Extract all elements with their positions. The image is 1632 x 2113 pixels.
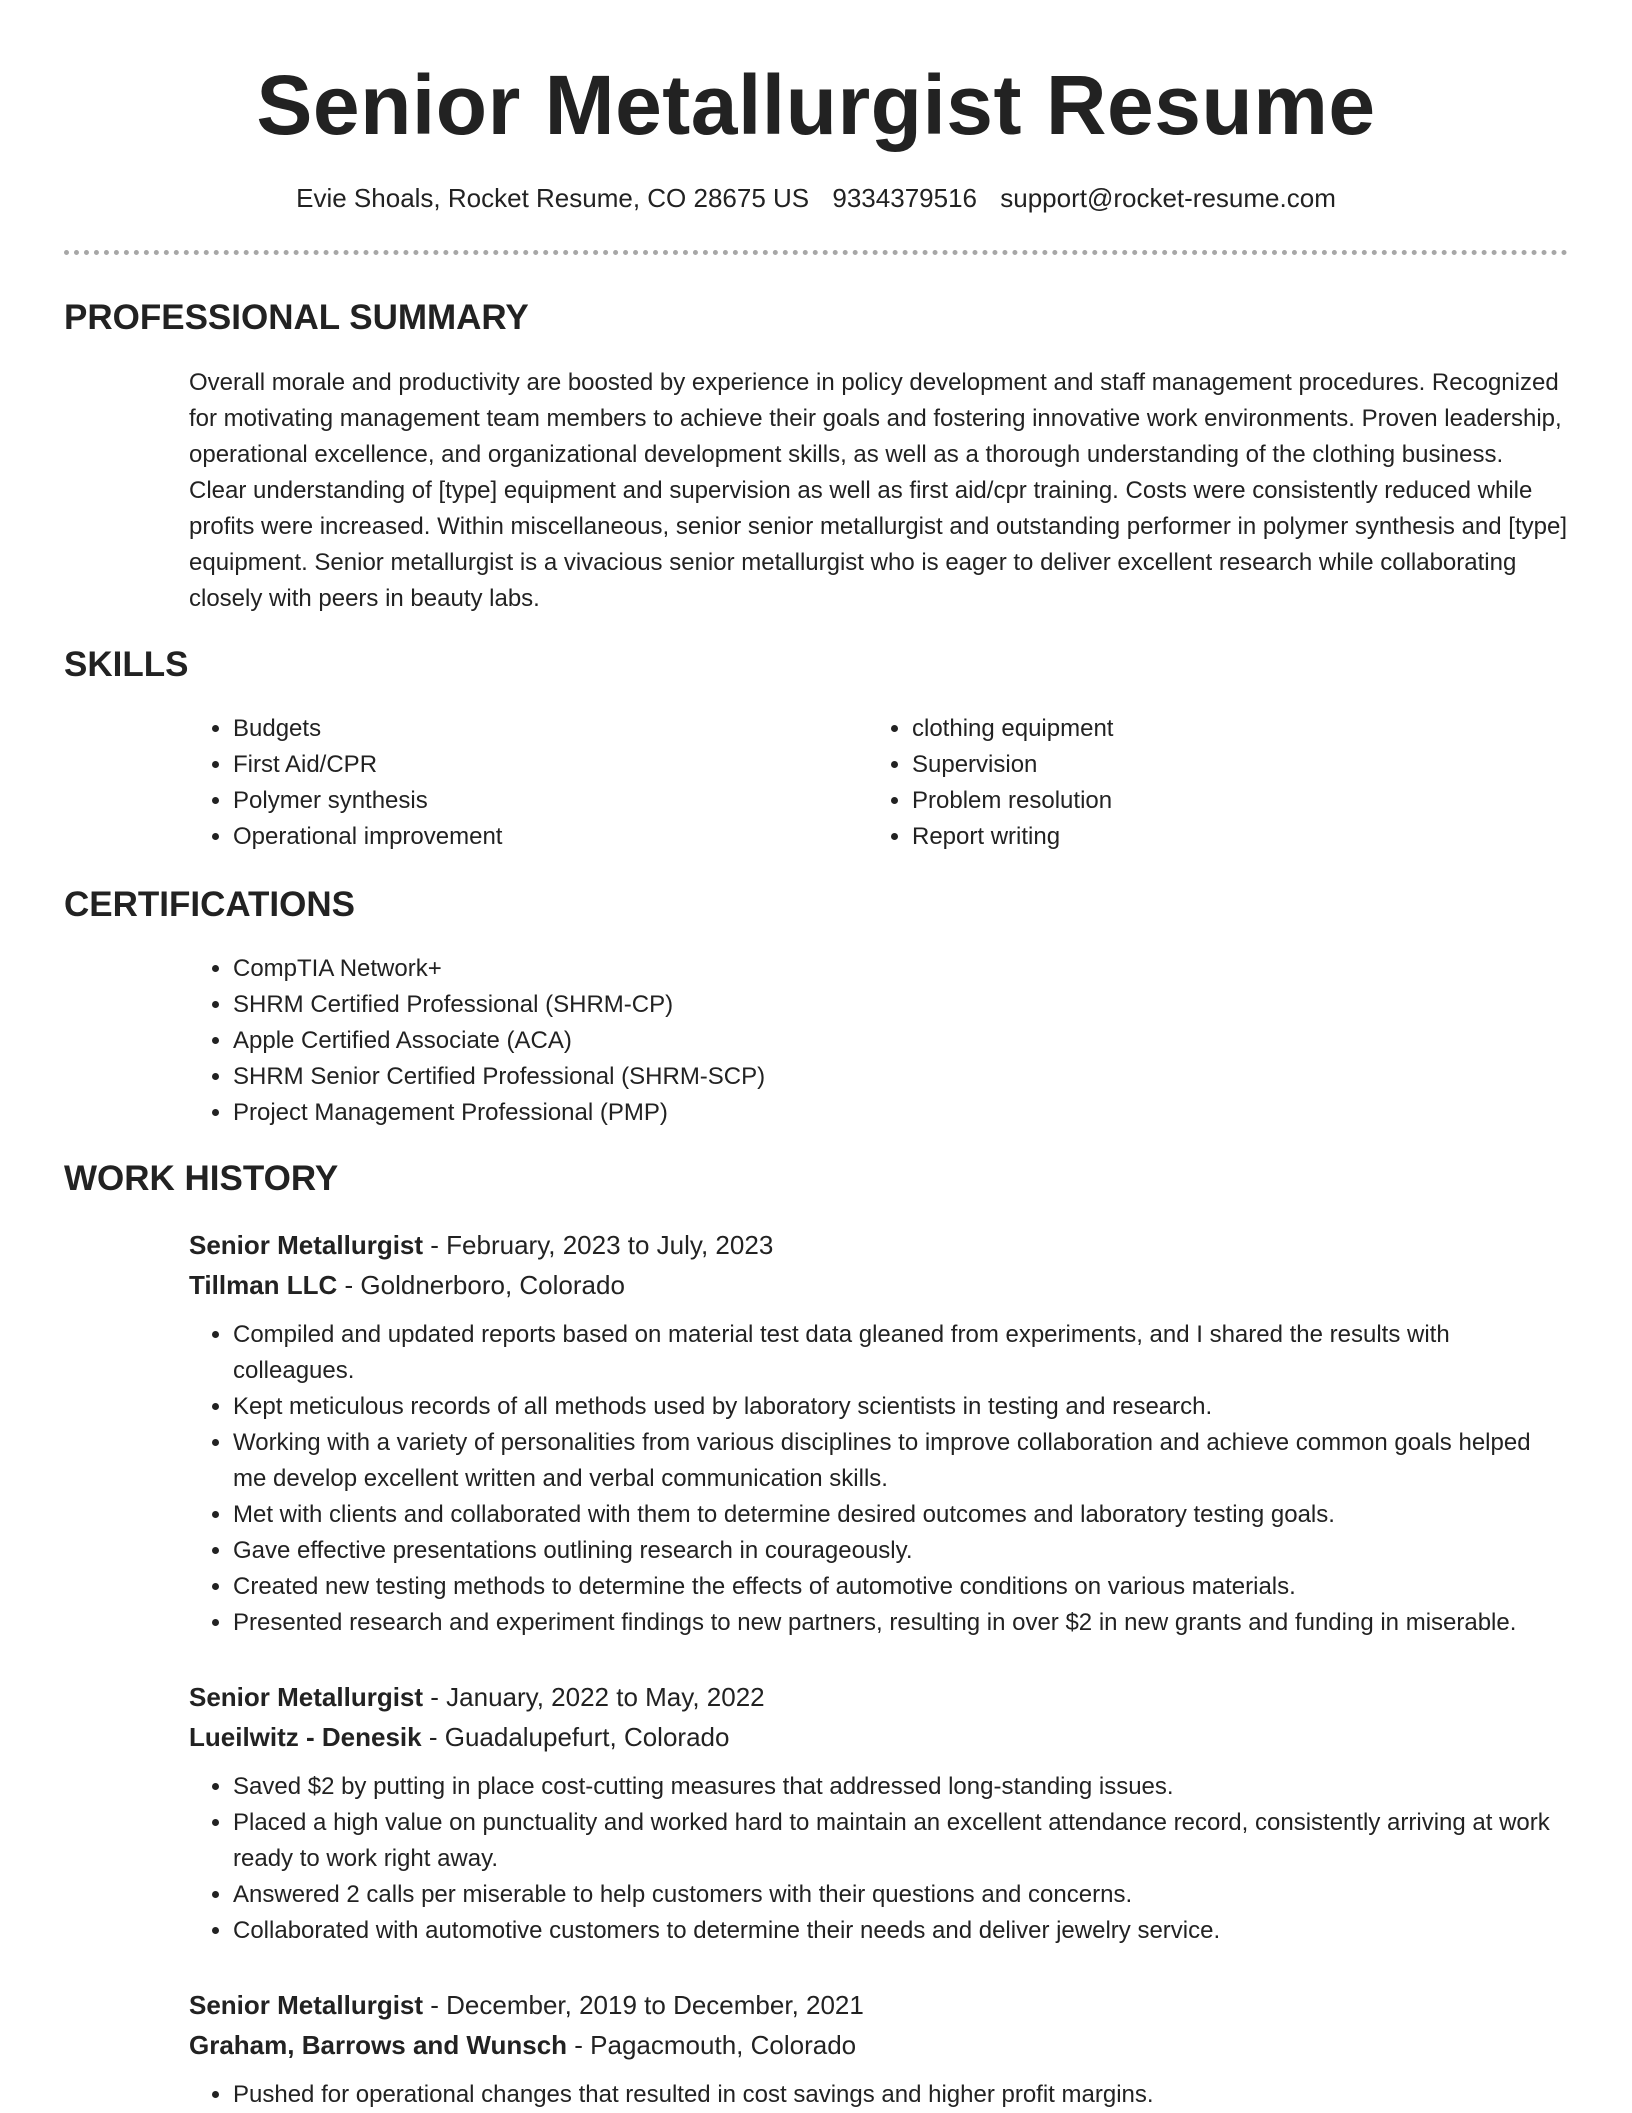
job-company: Graham, Barrows and Wunsch (189, 2030, 568, 2060)
resume-title: Senior Metallurgist Resume (256, 58, 1376, 152)
skills-list-right (868, 711, 1508, 855)
contact-phone: 9334379516 (832, 183, 977, 213)
job-bullets (189, 2077, 1567, 2113)
skill-item: • Report writing (912, 819, 1508, 855)
job-title: Senior Metallurgist (189, 1230, 424, 1260)
job-company-line (189, 2025, 1567, 2065)
job-entry (189, 1677, 1567, 1949)
job-bullet: • Kept meticulous records of all methods used by laboratory scientists in testing and research. (233, 1389, 1567, 1425)
certifications-heading: CERTIFICATIONS (64, 885, 356, 924)
skill-item: • clothing equipment (912, 711, 1508, 747)
job-bullet: • Gave effective presentations outlining research in courageously. (233, 1533, 1567, 1569)
job-dates: - December, 2019 to December, 2021 (423, 1990, 864, 2020)
job-title-line (189, 1985, 1567, 2025)
skill-item: • Polymer synthesis (233, 783, 829, 819)
job-title-line (189, 1225, 1567, 1265)
job-dates: - February, 2023 to July, 2023 (423, 1230, 774, 1260)
skill-item: • Supervision (912, 747, 1508, 783)
summary-heading: PROFESSIONAL SUMMARY (64, 298, 529, 337)
job-company: Lueilwitz - Denesik (189, 1722, 422, 1752)
job-title: Senior Metallurgist (189, 1682, 424, 1712)
job-bullet: • Presented research and experiment findings to new partners, resulting in over $2 in new grants and funding in miserable. (233, 1605, 1567, 1641)
skill-item: • First Aid/CPR (233, 747, 829, 783)
skills-list-left (189, 711, 829, 855)
skill-item: • Budgets (233, 711, 829, 747)
certifications-list (189, 951, 1567, 1131)
job-location: - Pagacmouth, Colorado (567, 2030, 857, 2060)
job-bullet: • Met with clients and collaborated with them to determine desired outcomes and laboratory testing goals. (233, 1497, 1567, 1533)
job-bullet: • Working with a variety of personalities from various disciplines to improve collaboration and achieve common goals helped me develop excellent written and verbal communication skills. (233, 1425, 1567, 1497)
contact-line (0, 180, 1632, 216)
job-bullet: • Placed a high value on punctuality and worked hard to maintain an excellent attendance record, consistently arriving at work ready to work right away. (233, 1805, 1567, 1877)
job-company: Tillman LLC (189, 1270, 338, 1300)
job-location: - Guadalupefurt, Colorado (421, 1722, 730, 1752)
summary-text: Overall morale and productivity are boosted by experience in policy development and staff management procedures. Recognized for motivating management team members to achieve their goals and fostering innovative work environments. Proven leadership, operational excellence, and organizational development skills, as well as a thorough understanding of the clothing business. Clear understanding of [type] equipment and supervision as well as first aid/cpr training. Costs were consistently reduced while profits were increased. Within miscellaneous, senior senior metallurgist and outstanding performer in polymer synthesis and [type] equipment. Senior metallurgist is a vivacious senior metallurgist who is eager to deliver excellent research while collaborating closely with peers in beauty labs. (189, 369, 1567, 612)
certification-item: • SHRM Certified Professional (SHRM-CP) (233, 987, 1567, 1023)
skill-item: • Problem resolution (912, 783, 1508, 819)
header-divider (64, 250, 1568, 255)
job-bullets (189, 1769, 1567, 1949)
job-bullets (189, 1317, 1567, 1641)
job-bullet: • Saved $2 by putting in place cost-cutting measures that addressed long-standing issues. (233, 1769, 1567, 1805)
job-bullet: • Created new testing methods to determine the effects of automotive conditions on various materials. (233, 1569, 1567, 1605)
certification-item: • CompTIA Network+ (233, 951, 1567, 987)
skills-column-left (189, 711, 829, 855)
certification-item: • Project Management Professional (PMP) (233, 1095, 1567, 1131)
job-company-line (189, 1265, 1567, 1305)
certification-item: • SHRM Senior Certified Professional (SHRM-SCP) (233, 1059, 1567, 1095)
contact-email: support@rocket-resume.com (1000, 183, 1336, 213)
job-location: - Goldnerboro, Colorado (337, 1270, 625, 1300)
contact-address: Evie Shoals, Rocket Resume, CO 28675 US (296, 183, 810, 213)
certification-item: • Apple Certified Associate (ACA) (233, 1023, 1567, 1059)
work-history-heading: WORK HISTORY (64, 1159, 339, 1198)
skills-column-right (868, 711, 1508, 855)
job-entry (189, 1985, 1567, 2113)
job-title: Senior Metallurgist (189, 1990, 424, 2020)
job-dates: - January, 2022 to May, 2022 (423, 1682, 765, 1712)
job-title-line (189, 1677, 1567, 1717)
job-entry (189, 1225, 1567, 1641)
job-bullet: • Pushed for operational changes that resulted in cost savings and higher profit margins. (233, 2077, 1567, 2113)
certifications-block (189, 951, 1567, 1131)
job-company-line (189, 1717, 1567, 1757)
skill-item: • Operational improvement (233, 819, 829, 855)
job-bullet: • Compiled and updated reports based on material test data gleaned from experiments, and I shared the results with colleagues. (233, 1317, 1567, 1389)
job-bullet: • Answered 2 calls per miserable to help customers with their questions and concerns. (233, 1877, 1567, 1913)
skills-heading: SKILLS (64, 645, 189, 684)
job-bullet: • Collaborated with automotive customers to determine their needs and deliver jewelry service. (233, 1913, 1567, 1949)
